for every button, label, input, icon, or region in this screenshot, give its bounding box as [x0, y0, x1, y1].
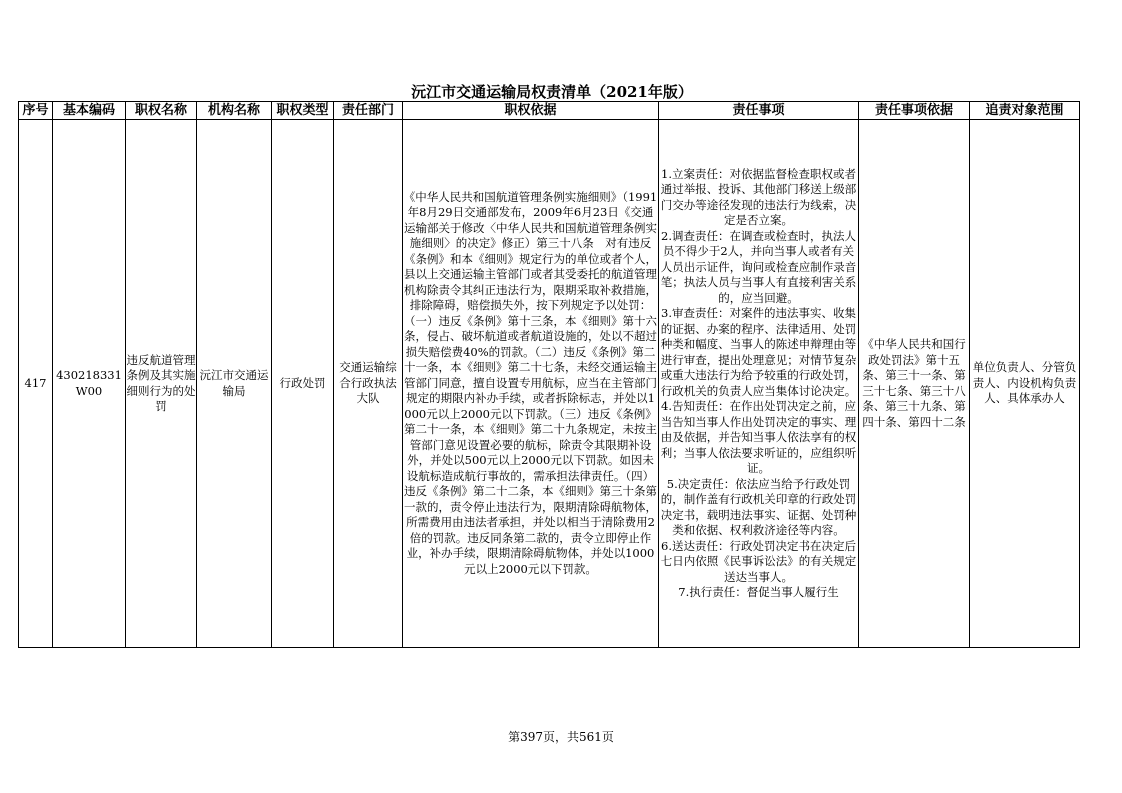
document-title: 沅江市交通运输局权责清单（2021年版） [411, 83, 693, 101]
duty-item-filing: 1.立案责任：对依据监督检查职权或者通过举报、投诉、其他部门移送上级部门交办等途径发现的违法行为线索，决定是否立案。 [660, 166, 857, 227]
cell-department: 交通运输综合行政执法大队 [334, 120, 403, 648]
duty-item-decision: 5.决定责任：依法应当给予行政处罚的，制作盖有行政机关印章的行政处罚决定书，载明违法事实、证据、处罚种类和依据、权利救济途径等内容。 [660, 476, 857, 537]
table-row [19, 120, 1080, 648]
cell-legal-basis: 《中华人民共和国航道管理条例实施细则》（1991年8月29日交通部发布，2009年6月23日《交通运输部关于修改〈中华人民共和国航道管理条例实施细则〉的决定》修正）第三十八条 对有违反《条例》和本《细则》规定行为的单位或者个人，县以上交通运输主管部门或者其受委托的航道管理机构除责令其纠正违法行为，限期采取补救措施，排除障碍，赔偿损失外，按下列规定予以处罚：（一）违反《条例》第十三条，本《细则》第十六条，侵占、破坏航道或者航道设施的，处以不超过损失赔偿费40%的罚款。（二）违反《条例》第二十一条，本《细则》第二十七条，未经交通运输主管部门同意，擅自设置专用航标，应当在主管部门规定的期限内补办手续，或者拆除标志，并处以1000元以上2000元以下罚款。（三）违反《条例》第二十一条，本《细则》第二十九条规定，未按主管部门意见设置必要的航标，除责令其限期补设外，并处以500元以上2000元以下罚款。如因未设航标造成航行事故的，需承担法律责任。（四）违反《条例》第二十二条，本《细则》第三十条第一款的，责令停止违法行为，限期清除碍航物体，所需费用由违法者承担，并处以相当于清除费用2倍的罚款。违反同条第二款的，责令立即停止作业，补办手续，限期清除碍航物体，并处以1000元以上2000元以下罚款。 [403, 120, 659, 648]
cell-agency: 沅江市交通运输局 [197, 120, 272, 648]
duty-item-review: 3.审查责任：对案件的违法事实、收集的证据、办案的程序、法律适用、处罚种类和幅度、当事人的陈述申辩理由等进行审查，提出处理意见；对情节复杂或重大违法行为给予较重的行政处罚，行政机关的负责人应当集体讨论决定。 [660, 306, 857, 398]
cell-duty-basis: 《中华人民共和国行政处罚法》第十五条、第三十一条、第三十七条、第三十八条、第三十九条、第四十条、第四十二条 [859, 120, 970, 648]
header-seq: 序号 [19, 102, 53, 120]
cell-power-type: 行政处罚 [272, 120, 334, 648]
header-department: 责任部门 [334, 102, 403, 120]
cell-power-name: 违反航道管理条例及其实施细则行为的处罚 [126, 120, 197, 648]
header-accountability: 追责对象范围 [970, 102, 1080, 120]
header-duty-basis: 责任事项依据 [859, 102, 970, 120]
duty-item-delivery: 6.送达责任：行政处罚决定书在决定后七日内依照《民事诉讼法》的有关规定送达当事人。 [660, 538, 857, 584]
duty-item-investigation: 2.调查责任：在调查或检查时，执法人员不得少于2人，并向当事人或者有关人员出示证件，询问或检查应制作录音笔；执法人员与当事人有直接利害关系的，应当回避。 [660, 228, 857, 305]
header-agency: 机构名称 [197, 102, 272, 120]
page-number: 第397页，共561页 [508, 730, 614, 744]
duty-item-notification: 4.告知责任：在作出处罚决定之前，应当告知当事人作出处罚决定的事实、理由及依据，并告知当事人依法享有的权利；当事人依法要求听证的，应组织听证。 [660, 399, 857, 475]
table-header-row [19, 102, 1080, 120]
header-power-type: 职权类型 [272, 102, 334, 120]
cell-code: 430218331W00 [53, 120, 126, 648]
duty-item-execution: 7.执行责任：督促当事人履行生 [678, 585, 839, 599]
header-power-name: 职权名称 [126, 102, 197, 120]
cell-seq: 417 [19, 120, 53, 648]
power-list-table [18, 101, 1080, 648]
header-code: 基本编码 [53, 102, 126, 120]
cell-accountability: 单位负责人、分管负责人、内设机构负责人、具体承办人 [970, 120, 1080, 648]
header-legal-basis: 职权依据 [403, 102, 659, 120]
header-duties: 责任事项 [659, 102, 859, 120]
cell-duties [659, 120, 859, 648]
